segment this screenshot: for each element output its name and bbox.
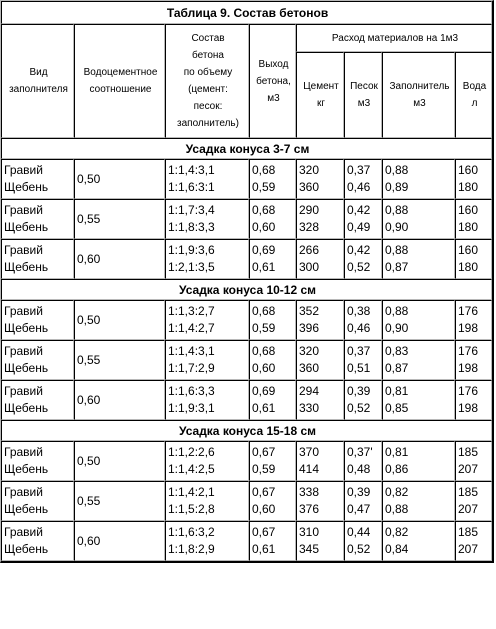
sand-cell [344,199,382,239]
cell-line: 0,90 [385,321,409,335]
cell-line: 180 [458,260,479,274]
cell-line: 300 [299,260,320,274]
section-heading: Усадка конуса 10-12 см [1,279,492,300]
cell-line: Гравий [4,304,43,318]
wc-ratio-cell: 0,55 [74,199,165,239]
cell-line: 0,42 [347,243,371,257]
cell-line: 328 [299,220,320,234]
composition-cell [165,300,249,340]
cell-line: Гравий [4,344,43,358]
filler-cell [1,239,74,279]
table-row [1,199,492,239]
water-cell [455,300,492,340]
cell-line: 1:1,8:2,9 [168,542,215,556]
cell-line: 0,88 [385,502,409,516]
water-cell [455,481,492,521]
cell-line: Щебень [4,401,49,415]
filler-cell [1,481,74,521]
wc-ratio-cell: 0,50 [74,159,165,199]
table-row [1,481,492,521]
cell-line: 160 [458,203,479,217]
cell-line: 0,85 [385,401,409,415]
cement-cell [296,159,344,199]
cell-line: 0,51 [347,361,371,375]
cement-cell [296,481,344,521]
filler-cell [1,340,74,380]
cell-line: 0,60 [252,220,276,234]
cell-line: 0,67 [252,445,276,459]
cell-line: Гравий [4,203,43,217]
table-body [1,138,492,561]
cell-line: 0,37 [347,163,371,177]
cell-line: 185 [458,525,479,539]
sand-cell [344,380,382,420]
cell-line: 0,46 [347,321,371,335]
composition-cell [165,481,249,521]
cell-line: 0,46 [347,180,371,194]
aggregate-cell [382,441,455,481]
cell-line: 0,52 [347,401,371,415]
cell-line: 1:1,9:3,1 [168,401,215,415]
cell-line: 352 [299,304,320,318]
wc-ratio-cell: 0,50 [74,300,165,340]
cell-line: 0,68 [252,163,276,177]
table-title: Таблица 9. Состав бетонов [1,1,492,24]
cell-line: 1:1,2:2,6 [168,445,215,459]
cell-line: 0,37 [347,344,371,358]
yield-cell [249,521,296,561]
composition-cell [165,521,249,561]
yield-cell [249,159,296,199]
cell-line: 0,47 [347,502,371,516]
section-heading: Усадка конуса 15-18 см [1,420,492,441]
cell-line: 0,90 [385,220,409,234]
cell-line: 0,59 [252,462,276,476]
cell-line: 1:1,4:2,7 [168,321,215,335]
aggregate-cell [382,481,455,521]
cell-line: Щебень [4,542,49,556]
cell-line: 1:1,4:3,1 [168,163,215,177]
sand-cell [344,481,382,521]
table-row [1,159,492,199]
cell-line: 1:1,3:2,7 [168,304,215,318]
cell-line: 0,82 [385,485,409,499]
cell-line: Щебень [4,180,49,194]
cell-line: 376 [299,502,320,516]
table-row [1,239,492,279]
water-cell [455,521,492,561]
cell-line: 0,38 [347,304,371,318]
header-yield: Выход бетона, м3 [249,24,296,138]
filler-cell [1,199,74,239]
table-row [1,380,492,420]
aggregate-cell [382,521,455,561]
yield-cell [249,481,296,521]
table-row [1,340,492,380]
cell-line: 0,67 [252,485,276,499]
cement-cell [296,199,344,239]
cell-line: 0,89 [385,180,409,194]
filler-cell [1,380,74,420]
cell-line: 198 [458,361,479,375]
cell-line: 1:1,9:3,6 [168,243,215,257]
water-cell [455,239,492,279]
composition-cell [165,340,249,380]
aggregate-cell [382,340,455,380]
cell-line: 0,39 [347,485,371,499]
cell-line: 160 [458,243,479,257]
water-cell [455,380,492,420]
cell-line: 198 [458,321,479,335]
wc-ratio-cell: 0,55 [74,340,165,380]
cell-line: 0,81 [385,445,409,459]
cement-cell [296,521,344,561]
cell-line: 0,61 [252,401,276,415]
cell-line: 207 [458,542,479,556]
cement-cell [296,441,344,481]
cell-line: 176 [458,344,479,358]
cell-line: 320 [299,163,320,177]
composition-cell [165,239,249,279]
cell-line: 0,44 [347,525,371,539]
aggregate-cell [382,380,455,420]
cell-line: Щебень [4,220,49,234]
water-cell [455,441,492,481]
yield-cell [249,380,296,420]
cell-line: 1:1,6:3,2 [168,525,215,539]
wc-ratio-cell: 0,60 [74,239,165,279]
cement-cell [296,239,344,279]
cell-line: Щебень [4,502,49,516]
cell-line: 0,59 [252,321,276,335]
cell-line: Гравий [4,525,43,539]
yield-cell [249,441,296,481]
header-wc-ratio: Водоцементное соотношение [74,24,165,138]
header-aggregate: Заполнитель м3 [382,52,455,138]
aggregate-cell [382,239,455,279]
header-composition: Состав бетона по объему (цемент: песок: заполнитель) [165,24,249,138]
cell-line: 180 [458,220,479,234]
cell-line: 0,61 [252,542,276,556]
cell-line: 360 [299,361,320,375]
wc-ratio-cell: 0,55 [74,481,165,521]
cell-line: 0,60 [252,361,276,375]
cell-line: 0,87 [385,260,409,274]
filler-cell [1,159,74,199]
yield-cell [249,239,296,279]
cell-line: 0,68 [252,304,276,318]
cell-line: 185 [458,445,479,459]
aggregate-cell [382,300,455,340]
cell-line: 0,88 [385,163,409,177]
composition-cell [165,441,249,481]
cell-line: 1:1,8:3,3 [168,220,215,234]
table-row [1,300,492,340]
cell-line: 198 [458,401,479,415]
table-row [1,441,492,481]
cell-line: 0,37' [347,445,373,459]
yield-cell [249,199,296,239]
cell-line: 360 [299,180,320,194]
cell-line: 0,59 [252,180,276,194]
wc-ratio-cell: 0,60 [74,521,165,561]
cell-line: 266 [299,243,320,257]
cell-line: 0,39 [347,384,371,398]
cell-line: 0,67 [252,525,276,539]
cell-line: 1:1,6:3:1 [168,180,215,194]
cell-line: 0,88 [385,243,409,257]
cell-line: 1:1,7:2,9 [168,361,215,375]
cell-line: 0,49 [347,220,371,234]
header-filler-type: Вид заполнителя [1,24,74,138]
filler-cell [1,521,74,561]
sand-cell [344,441,382,481]
cell-line: 0,88 [385,203,409,217]
composition-cell [165,380,249,420]
aggregate-cell [382,199,455,239]
cell-line: 1:1,4:2,1 [168,485,215,499]
filler-cell [1,300,74,340]
header-consumption: Расход материалов на 1м3 [296,24,492,52]
cell-line: 207 [458,502,479,516]
cell-line: 0,88 [385,304,409,318]
aggregate-cell [382,159,455,199]
cell-line: 0,87 [385,361,409,375]
cell-line: 0,86 [385,462,409,476]
header-cement: Цемент кг [296,52,344,138]
cell-line: 290 [299,203,320,217]
cell-line: 176 [458,384,479,398]
composition-cell [165,159,249,199]
cell-line: 370 [299,445,320,459]
composition-cell [165,199,249,239]
cell-line: 0,82 [385,525,409,539]
cell-line: 0,68 [252,344,276,358]
header-water: Вода л [455,52,492,138]
yield-cell [249,340,296,380]
cell-line: 0,81 [385,384,409,398]
cell-line: 0,42 [347,203,371,217]
cell-line: 414 [299,462,320,476]
cell-line: 330 [299,401,320,415]
section-heading: Усадка конуса 3-7 см [1,138,492,159]
cell-line: 0,52 [347,260,371,274]
sand-cell [344,521,382,561]
cell-line: Щебень [4,321,49,335]
cell-line: 1:1,6:3,3 [168,384,215,398]
cell-line: 176 [458,304,479,318]
cement-cell [296,300,344,340]
sand-cell [344,239,382,279]
cell-line: 0,48 [347,462,371,476]
wc-ratio-cell: 0,60 [74,380,165,420]
cell-line: 0,83 [385,344,409,358]
cell-line: 160 [458,163,479,177]
cell-line: 1:1,4:2,5 [168,462,215,476]
cell-line: 0,61 [252,260,276,274]
cell-line: 0,69 [252,384,276,398]
cement-cell [296,380,344,420]
cell-line: Гравий [4,163,43,177]
water-cell [455,340,492,380]
sand-cell [344,300,382,340]
sand-cell [344,340,382,380]
cell-line: 310 [299,525,320,539]
wc-ratio-cell: 0,50 [74,441,165,481]
cell-line: 345 [299,542,320,556]
cell-line: Гравий [4,445,43,459]
cell-line: 185 [458,485,479,499]
water-cell [455,159,492,199]
table-row [1,521,492,561]
cell-line: Щебень [4,361,49,375]
cell-line: Гравий [4,384,43,398]
cell-line: 0,52 [347,542,371,556]
cell-line: 207 [458,462,479,476]
cell-line: 180 [458,180,479,194]
cell-line: 0,69 [252,243,276,257]
cell-line: 1:1,7:3,4 [168,203,215,217]
cell-line: 1:1,5:2,8 [168,502,215,516]
cell-line: 0,84 [385,542,409,556]
cell-line: 338 [299,485,320,499]
cell-line: 396 [299,321,320,335]
water-cell [455,199,492,239]
cement-cell [296,340,344,380]
cell-line: 1:2,1:3,5 [168,260,215,274]
cell-line: 0,60 [252,502,276,516]
cell-line: Гравий [4,243,43,257]
yield-cell [249,300,296,340]
cell-line: 320 [299,344,320,358]
cell-line: Щебень [4,260,49,274]
sand-cell [344,159,382,199]
filler-cell [1,441,74,481]
header-sand: Песок м3 [344,52,382,138]
cell-line: 0,68 [252,203,276,217]
cell-line: Щебень [4,462,49,476]
cell-line: 1:1,4:3,1 [168,344,215,358]
cell-line: Гравий [4,485,43,499]
cell-line: 294 [299,384,320,398]
